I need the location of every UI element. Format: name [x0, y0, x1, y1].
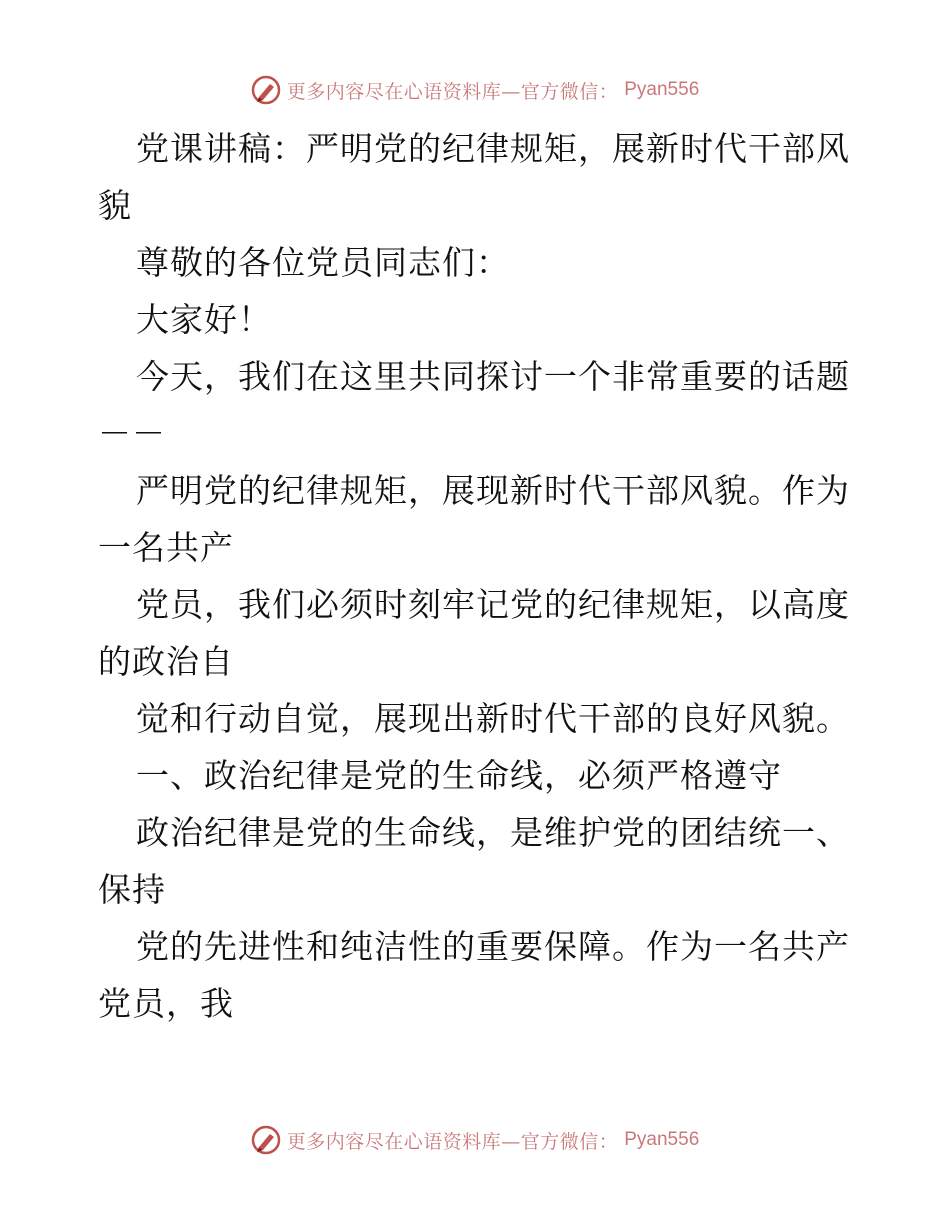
- text-line: 觉和行动自觉，展现出新时代干部的良好风貌。: [136, 699, 850, 738]
- watermark-text: 更多内容尽在心语资料库—官方微信：: [286, 1130, 619, 1153]
- text-line: 的政治自: [98, 642, 234, 681]
- text-line: 党课讲稿：严明党的纪律规矩，展新时代干部风: [136, 129, 850, 168]
- text-line: －－: [98, 414, 166, 453]
- text-line: 保持: [98, 870, 166, 909]
- watermark-wechat-id: Pyan556: [624, 79, 700, 100]
- text-line: 政治纪律是党的生命线，是维护党的团结统一、: [136, 813, 850, 852]
- footer-watermark: [0, 1120, 950, 1160]
- text-line: 党员，我们必须时刻牢记党的纪律规矩，以高度: [136, 585, 850, 624]
- text-line: 严明党的纪律规矩，展现新时代干部风貌。作为: [136, 471, 850, 510]
- document-body: [98, 120, 858, 1032]
- text-line: 一、政治纪律是党的生命线，必须严格遵守: [136, 756, 782, 795]
- pen-logo-icon: [251, 75, 281, 105]
- watermark-text: 更多内容尽在心语资料库—官方微信：: [286, 80, 619, 103]
- pen-logo-icon: [251, 1125, 281, 1155]
- text-line: 貌: [98, 186, 132, 225]
- text-line: 党的先进性和纯洁性的重要保障。作为一名共产: [136, 927, 850, 966]
- watermark-group: [251, 1125, 700, 1155]
- text-line: 今天，我们在这里共同探讨一个非常重要的话题: [136, 357, 850, 396]
- watermark-wechat-id: Pyan556: [624, 1129, 700, 1150]
- text-line: 大家好！: [136, 300, 272, 339]
- header-watermark: [0, 70, 950, 110]
- text-line: 党员，我: [98, 984, 234, 1023]
- text-line: 尊敬的各位党员同志们：: [136, 243, 510, 282]
- text-line: 一名共产: [98, 528, 234, 567]
- watermark-group: [251, 75, 700, 105]
